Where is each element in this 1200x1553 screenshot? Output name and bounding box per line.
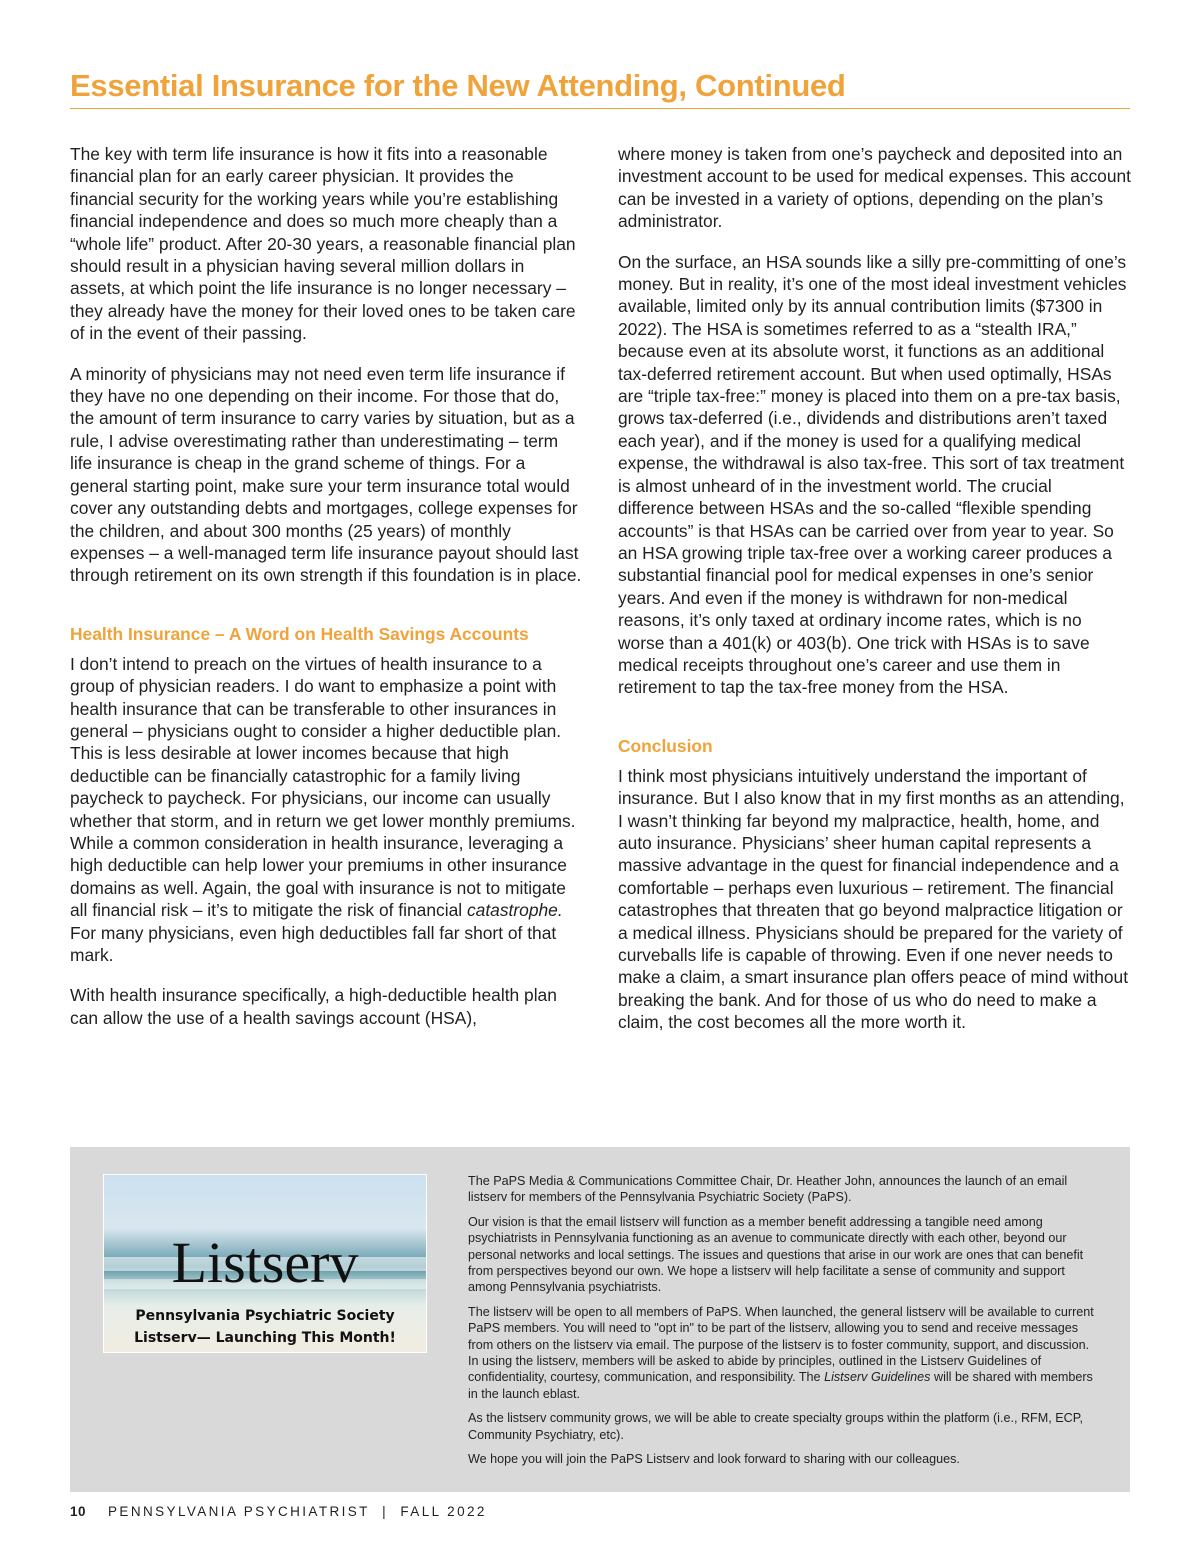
paragraph xyxy=(468,1304,1100,1402)
paragraph-text: The listserv will be open to all members of PaPS. When launched, the general listserv will be available to current PaPS members. You will need to "opt in" to be part of the listserv, allowing you to send and receive messages from others on the listserv via email. The purpose of the listserv is to foster community, support, and discussion. In using the listserv, members will be asked to abide by principles, outlined in the Listserv Guidelines of confidentiality, courtesy, communication, and responsibility. The xyxy=(468,1304,1094,1385)
paragraph: The key with term life insurance is how it fits into a reasonable financial plan for an early career physician. It provides the financial security for the working years while you’re establishing financial independence and does so much more cheaply than a “whole life” product. After 20-30 years, a reasonable financial plan should result in a physician having several million dollars in assets, at which point the life insurance is no longer necessary – they already have the money for their loved ones to be taken care of in the event of their passing. xyxy=(70,144,576,344)
paragraph: The PaPS Media & Communications Committee Chair, Dr. Heather John, announces the launch of an email listserv for members of the Pennsylvania Psychiatric Society (PaPS). xyxy=(468,1174,1068,1205)
listserv-promo-image xyxy=(103,1174,427,1353)
paragraph: A minority of physicians may not need even term life insurance if they have no one depending on their income. For those that do, the amount of term insurance to carry varies by situation, but as a rule, I advise overestimating rather than underestimating – term life insurance is cheap in the grand scheme of things. For a general starting point, make sure your term insurance total would cover any outstanding debts and mortgages, college expenses for the children, and about 300 months (25 years) of monthly expenses – a well-managed term life insurance payout should last through retirement on its own strength if this foundation is in place. xyxy=(70,363,582,586)
promo-caption xyxy=(104,1305,426,1349)
footer-separator: | xyxy=(382,1504,389,1519)
page-footer xyxy=(70,1504,487,1519)
paragraph: On the surface, an HSA sounds like a silly pre-committing of one’s money. But in reality, it’s one of the most ideal investment vehicles available, limited only by its annual contribution limits ($7300 in 2022). The HSA is sometimes referred to as a “stealth IRA,” because even at its absolute worst, it functions as an additional tax-deferred retirement account. But when used optimally, HSAs are “triple tax-free:” money is placed into them on a pre-tax basis, grows tax-deferred (i.e., dividends and distributions aren’t taxed each year), and if the money is used for a qualifying medical expense, the withdrawal is also tax-free. This sort of tax treatment is almost unheard of in the investment world. The crucial difference between HSAs and the so-called “flexible spending accounts” is that HSAs can be carried over from year to year. So an HSA growing triple tax-free over a working career produces a substantial financial pool for medical expenses in one’s senior years. And even if the money is withdrawn for non-medical reasons, it’s only taxed at ordinary income rates, which is no worse than a 401(k) or 403(b). One trick with HSAs is to save medical receipts throughout one’s career and use them in retirement to tap the tax-free money from the HSA. xyxy=(618,251,1127,698)
page-title: Essential Insurance for the New Attending, Continued xyxy=(70,68,1130,109)
announcement-text xyxy=(468,1173,1100,1476)
listserv-announcement-box xyxy=(70,1147,1130,1492)
paragraph-text: I don’t intend to preach on the virtues of health insurance to a group of physician readers. I do want to emphasize a point with health insurance that can be transferable to other insurances in general – physicians ought to consider a higher deductible plan. This is less desirable at lower incomes because that high deductible can be financially catastrophic for a family living paycheck to paycheck. For physicians, our income can usually whether that storm, and in return we get lower monthly premiums. While a common consideration in health insurance, leveraging a high deductible can help lower your premiums in other insurance domains as well. Again, the goal with insurance is not to mitigate all financial risk – it’s to mitigate the risk of financial xyxy=(70,653,576,921)
paragraph: Our vision is that the email listserv will function as a member benefit addressing a tangible need among psychiatrists in Pennsylvania functioning as an avenue to communicate directly with each other, beyond our personal networks and local settings. The issues and questions that arise in our work are ones that can benefit from perspectives beyond our own. We hope a listserv will help facilitate a sense of community and support among Pennsylvania psychiatrists. xyxy=(468,1214,1084,1295)
paragraph: With health insurance specifically, a high-deductible health plan can allow the use of a health savings account (HSA), xyxy=(70,985,557,1028)
paragraph: I think most physicians intuitively understand the important of insurance. But I also know that in my first months as an attending, I wasn’t thinking far beyond my malpractice, health, home, and auto insurance. Physicians’ sheer human capital represents a massive advantage in the quest for financial independence and a comfortable – perhaps even luxurious – retirement. The financial catastrophes that threaten that go beyond malpractice litigation or a medical illness. Physicians should be prepared for the variety of curveballs life is capable of throwing. Even if one never needs to make a claim, a smart insurance plan offers peace of mind without breaking the bank. And for those of us who do need to make a claim, the cost becomes all the more worth it. xyxy=(618,765,1129,1033)
promo-caption-line: Pennsylvania Psychiatric Society xyxy=(135,1308,395,1324)
section-heading-conclusion: Conclusion xyxy=(618,735,713,756)
paragraph-text: For many physicians, even high deductibles fall far short of that mark. xyxy=(70,922,557,965)
page-number: 10 xyxy=(70,1504,87,1519)
publication-name: PENNSYLVANIA PSYCHIATRIST xyxy=(108,1504,370,1519)
emphasis-text: catastrophe. xyxy=(466,900,563,921)
paragraph: We hope you will join the PaPS Listserv and look forward to sharing with our colleagues. xyxy=(468,1452,960,1467)
paragraph xyxy=(70,653,582,967)
paragraph: As the listserv community grows, we will be able to create specialty groups within the platform (i.e., RFM, ECP, Community Psychiatry, etc). xyxy=(468,1411,1083,1442)
right-column xyxy=(618,143,1132,1052)
section-heading-health-insurance: Health Insurance – A Word on Health Savings Accounts xyxy=(70,623,529,644)
paragraph: where money is taken from one’s paycheck and deposited into an investment account to be used for medical expenses. This account can be invested in a variety of options, depending on the plan’s administrator. xyxy=(618,144,1131,232)
paragraph-text: will be shared with members in the launch eblast. xyxy=(468,1370,1093,1401)
listserv-wordmark: Listserv xyxy=(171,1230,359,1295)
promo-caption-line: Listserv— Launching This Month! xyxy=(134,1330,396,1346)
emphasis-text: Listserv Guidelines xyxy=(824,1370,931,1385)
issue-label: FALL 2022 xyxy=(400,1504,487,1519)
left-column xyxy=(70,143,582,1047)
